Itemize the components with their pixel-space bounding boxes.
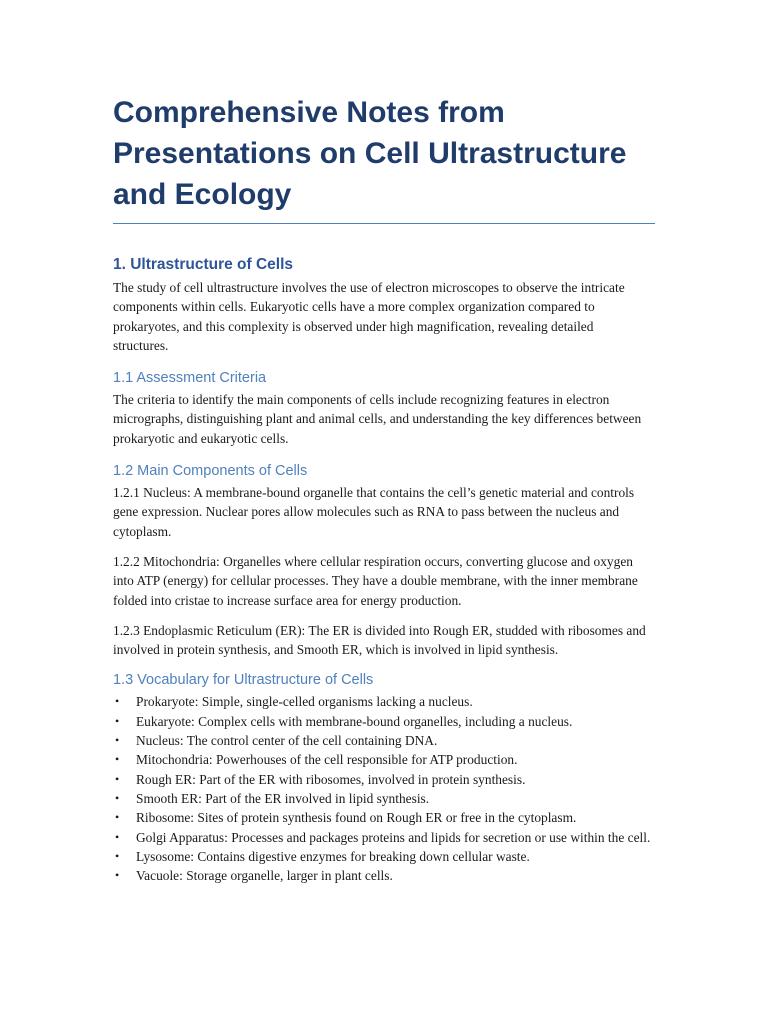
subsection-heading: 1.3 Vocabulary for Ultrastructure of Cells xyxy=(113,672,374,689)
bullet-icon: • xyxy=(115,752,120,767)
mitochondria-paragraph: 1.2.2 Mitochondria: Organelles where cellular respiration occurs, converting glucose and oxygen into ATP (energy) for cellular processes. They have a double membrane, with the inner membrane folded into cristae to increase surface area for energy production. xyxy=(113,553,638,608)
list-item xyxy=(113,692,655,711)
section-assessment-criteria xyxy=(113,368,655,448)
bullet-icon: • xyxy=(115,829,120,844)
list-item xyxy=(113,866,655,885)
section-paragraph: The study of cell ultrastructure involves the use of electron microscopes to observe the intricate components within cells. Eukaryotic cells have a more complex organization compared to prokaryotes, and this complexity is observed under high magnification, revealing detailed structures. xyxy=(113,280,625,353)
list-item xyxy=(113,750,655,769)
list-item-text: Vacuole: Storage organelle, larger in plant cells. xyxy=(136,868,393,884)
subsection-heading: 1.2 Main Components of Cells xyxy=(113,463,308,480)
list-item-text: Rough ER: Part of the ER with ribosomes, involved in protein synthesis. xyxy=(136,771,526,787)
list-item-text: Eukaryote: Complex cells with membrane-bound organelles, including a nucleus. xyxy=(136,713,573,729)
section-main-components xyxy=(113,461,655,659)
list-item xyxy=(113,789,655,808)
bullet-icon: • xyxy=(115,810,120,825)
section-paragraph: The criteria to identify the main components of cells include recognizing features in electron micrographs, distinguishing plant and animal cells, and understanding the key differences between prokaryotic and eukaryotic cells. xyxy=(113,392,642,446)
list-item-text: Smooth ER: Part of the ER involved in lipid synthesis. xyxy=(136,790,430,806)
bullet-icon: • xyxy=(115,868,120,883)
subsection-heading: 1.1 Assessment Criteria xyxy=(113,370,267,387)
document-title: Comprehensive Notes from Presentations on Cell Ultrastructure and Ecology xyxy=(113,92,655,224)
er-paragraph: 1.2.3 Endoplasmic Reticulum (ER): The ER is divided into Rough ER, studded with ribosomes and involved in protein synthesis, and Smooth ER, which is involved in lipid synthesis. xyxy=(113,622,646,658)
bullet-icon: • xyxy=(115,733,120,748)
list-item-text: Mitochondria: Powerhouses of the cell responsible for ATP production. xyxy=(136,752,518,768)
list-item-text: Prokaryote: Simple, single-celled organisms lacking a nucleus. xyxy=(136,694,473,710)
vocabulary-list xyxy=(113,692,655,885)
list-item-text: Lysosome: Contains digestive enzymes for breaking down cellular waste. xyxy=(136,848,530,864)
list-item-text: Ribosome: Sites of protein synthesis found on Rough ER or free in the cytoplasm. xyxy=(136,810,577,826)
bullet-icon: • xyxy=(115,790,120,805)
nucleus-paragraph: 1.2.1 Nucleus: A membrane-bound organelle that contains the cell’s genetic material and controls gene expression. Nuclear pores allow molecules such as RNA to pass between the nucleus and cytoplasm. xyxy=(113,485,635,539)
list-item xyxy=(113,808,655,827)
list-item xyxy=(113,731,655,750)
list-item-text: Golgi Apparatus: Processes and packages proteins and lipids for secretion or use within the cell. xyxy=(136,829,651,845)
list-item xyxy=(113,828,655,847)
bullet-icon: • xyxy=(115,848,120,863)
section-vocabulary xyxy=(113,670,655,885)
bullet-icon: • xyxy=(115,694,120,709)
list-item xyxy=(113,847,655,866)
section-heading: 1. Ultrastructure of Cells xyxy=(113,256,294,273)
list-item xyxy=(113,712,655,731)
section-ultrastructure xyxy=(113,255,655,355)
list-item xyxy=(113,770,655,789)
list-item-text: Nucleus: The control center of the cell containing DNA. xyxy=(136,733,438,749)
bullet-icon: • xyxy=(115,713,120,728)
bullet-icon: • xyxy=(115,771,120,786)
